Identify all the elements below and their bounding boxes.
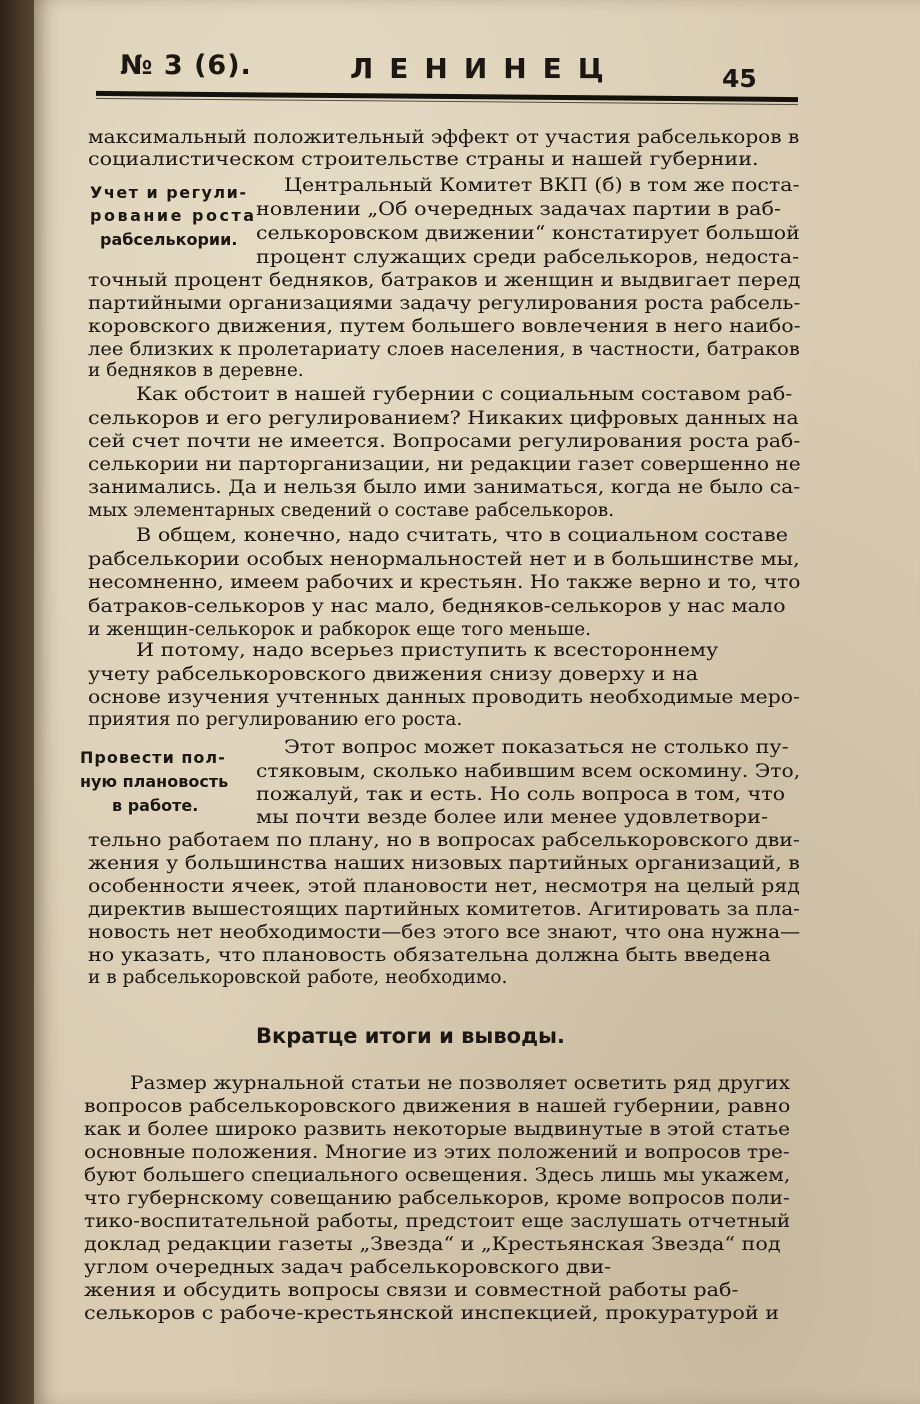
body-text-line: сей счет почти не имеется. Вопросами регулирования роста раб- [88, 431, 801, 452]
margin-note-line: Учет и регули- [90, 183, 248, 202]
body-text-line: партийными организациями задачу регулирования роста рабсель- [88, 293, 801, 314]
body-text-line: селькории ни парторганизации, ни редакции газет совершенно не [88, 454, 801, 475]
body-text-line: И потому, надо всерьез приступить к всестороннему [136, 640, 719, 661]
section-text-line: Размер журнальной статьи не позволяет осветить ряд других [130, 1073, 790, 1094]
body-text-line: мы почти везде более или менее удовлетвори- [256, 807, 768, 828]
body-text-line: точный процент бедняков, батраков и женщин и выдвигает перед [88, 270, 801, 291]
body-text-line: рабселькории особых ненормальностей нет и в большинстве мы, [88, 549, 800, 570]
body-text-line: Как обстоит в нашей губернии с социальным составом раб- [136, 384, 793, 405]
section-text-line: тико-воспитательной работы, предстоит еще заслушать отчетный [84, 1211, 791, 1232]
body-text-line: занимались. Да и нельзя было ими заниматься, когда не было са- [88, 477, 801, 498]
body-text-line: и женщин-селькорок и рабкорок еще того меньше. [88, 619, 592, 640]
section-text-line: жения и обсудить вопросы связи и совместной работы раб- [84, 1280, 739, 1301]
body-text-line: приятия по регулированию его роста. [88, 709, 463, 730]
body-text-line: селькоровском движении“ констатирует большой [256, 223, 800, 244]
section-text-line: основные положения. Многие из этих положений и вопросов тре- [84, 1142, 790, 1163]
body-text-line: Этот вопрос может показаться не столько пу- [284, 737, 789, 758]
body-text-line: батраков-селькоров у нас мало, бедняков-селькоров у нас мало [88, 596, 786, 617]
body-text-line: социалистическом строительстве страны и нашей губернии. [88, 149, 759, 170]
issue-number: № 3 (6). [120, 50, 252, 81]
margin-note-line: Провести пол- [80, 748, 226, 767]
body-text-line: процент служащих среди рабселькоров, недоста- [256, 247, 800, 268]
body-text-line: коровского движения, путем большего вовлечения в него наибо- [88, 316, 801, 337]
section-text-line: вопросов рабселькоровского движения в нашей губернии, равно [84, 1096, 791, 1117]
body-text-line: селькоров и его регулированием? Никаких цифровых данных на [88, 408, 799, 429]
margin-note-line: в работе. [112, 796, 199, 815]
body-text-line: новлении „Об очередных задачах партии в раб- [256, 199, 781, 220]
body-text-line: тельно работаем по плану, но в вопросах рабселькоровского дви- [88, 830, 800, 851]
body-text-line: основе изучения учтенных данных проводить необходимые меро- [88, 687, 800, 708]
margin-note-line: рабселькории. [100, 230, 238, 249]
body-text-line: пожалуй, так и есть. Но соль вопроса в том, что [256, 784, 786, 805]
section-text-line: селькоров с рабоче-крестьянской инспекцией, прокуратурой и [84, 1303, 780, 1324]
section-text-line: углом очередных задач рабселькоровского дви- [84, 1257, 612, 1278]
body-text-line: несомненно, имеем рабочих и крестьян. Но также верно и то, что [88, 572, 801, 593]
body-text-line: жения у большинства наших низовых партийных организаций, в [88, 853, 800, 874]
margin-note-line: рование роста [90, 206, 257, 225]
body-text-line: новость нет необходимости—без этого все знают, что она нужна— [88, 922, 801, 943]
body-text-line: и в рабселькоровской работе, необходимо. [88, 967, 508, 988]
body-text-line: и бедняков в деревне. [88, 360, 304, 381]
body-text-line: стяковым, сколько набившим всем оскомину. Это, [256, 761, 801, 782]
section-heading: Вкратце итоги и выводы. [256, 1024, 566, 1048]
body-text-line: В общем, конечно, надо считать, что в социальном составе [136, 525, 788, 546]
body-text-line: Центральный Комитет ВКП (б) в том же поста- [284, 175, 800, 196]
book-spine-shadow [0, 0, 34, 1404]
page-number: 45 [722, 64, 757, 93]
body-text-line: учету рабселькоровского движения снизу доверху и на [88, 664, 699, 685]
body-text-line: мых элементарных сведений о составе рабселькоров. [88, 500, 615, 521]
journal-title: ЛЕНИНЕЦ [350, 52, 620, 85]
body-text-line: максимальный положительный эффект от участия рабселькоров в [88, 127, 800, 148]
margin-note-line: ную плановость [80, 772, 229, 791]
body-text-line: директив вышестоящих партийных комитетов. Агитировать за пла- [88, 899, 800, 920]
body-text-line: но указать, что плановость обязательна должна быть введена [88, 945, 771, 966]
section-text-line: доклад редакции газеты „Звезда“ и „Крестьянская Звезда“ под [84, 1234, 781, 1255]
body-text-line: лее близких к пролетариату слоев населения, в частности, батраков [88, 339, 800, 360]
section-text-line: буют большего специального освещения. Здесь лишь мы укажем, [84, 1165, 791, 1186]
body-text-line: особенности ячеек, этой плановости нет, несмотря на целый ряд [88, 876, 800, 897]
section-text-line: как и более широко развить некоторые выдвинутые в этой статье [84, 1119, 791, 1140]
section-text-line: что губернскому совещанию рабселькоров, кроме вопросов поли- [84, 1188, 790, 1209]
